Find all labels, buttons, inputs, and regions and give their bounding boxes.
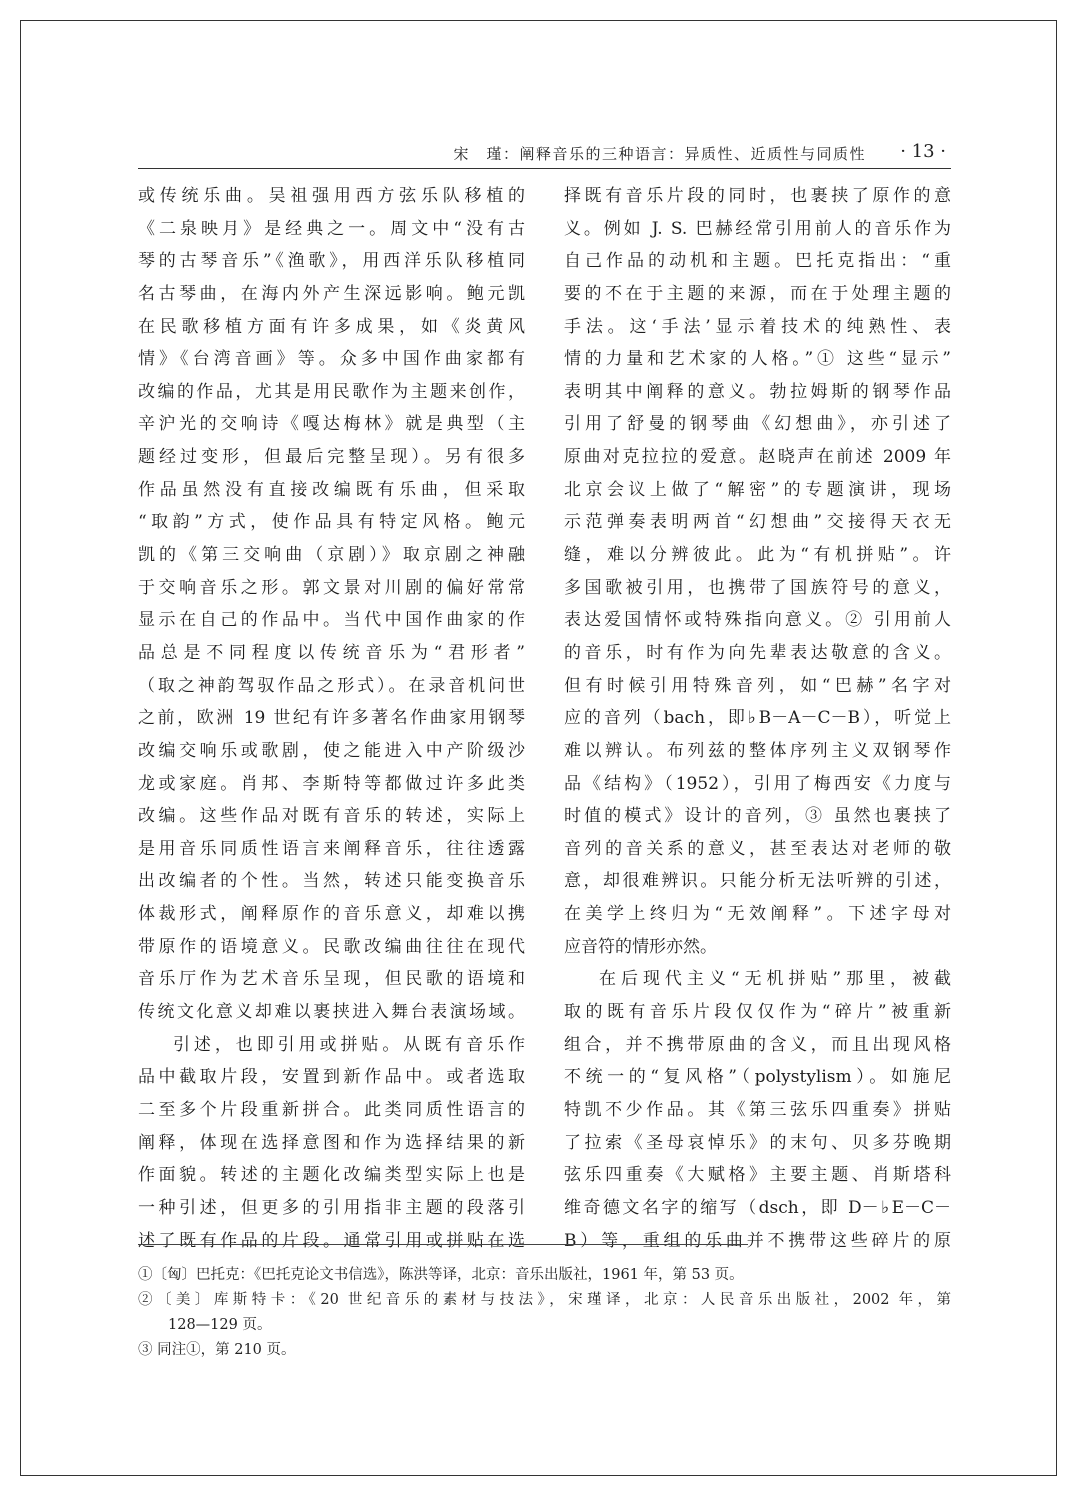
text-line: 弦乐四重奏《大赋格》主要主题、肖斯塔科 [564,1165,951,1186]
text-line: 特凯不少作品。其《第三弦乐四重奏》拼贴 [564,1099,951,1120]
text-line: 时值的模式》设计的音列，③ 虽然也裹挟了 [564,806,951,827]
text-line: 要的不在于主题的来源，而在于处理主题的 [564,283,951,304]
text-line: 情》《台湾音画》等。众多中国作曲家都有 [138,349,525,370]
left-column [138,180,525,1257]
text-line: 情的力量和艺术家的人格。”① 这些“显示” [564,349,951,370]
text-line: 出改编者的个性。当然，转述只能变换音乐 [138,871,525,892]
text-line: 表明其中阐释的意义。勃拉姆斯的钢琴作品 [564,381,951,402]
text-line: 琴的古琴音乐”《渔歌》，用西洋乐队移植同 [138,251,525,272]
text-line: 品《结构》（1952），引用了梅西安《力度与 [564,773,951,794]
text-line: 品中截取片段，安置到新作品中。或者选取 [138,1067,525,1088]
text-line: 意，却很难辨识。只能分析无法听辨的引述， [564,871,951,892]
text-line: 改编。这些作品对既有音乐的转述，实际上 [138,806,525,827]
text-line: 表达爱国情怀或特殊指向意义。② 引用前人 [564,610,951,631]
right-column [564,180,951,1257]
text-line: “取韵”方式，使作品具有特定风格。鲍元 [138,512,525,533]
footnotes [138,1263,951,1363]
text-line: 了拉索《圣母哀悼乐》的末句、贝多芬晚期 [564,1132,951,1153]
header-rule [138,168,951,169]
text-line: 是用音乐同质性语言来阐释音乐，往往透露 [138,838,525,859]
text-line: 带原作的语境意义。民歌改编曲往往在现代 [138,936,525,957]
text-line: 原曲对克拉拉的爱意。赵晓声在前述 2009 年 [564,447,951,468]
text-line: 自己作品的动机和主题。巴托克指出：“重 [564,251,951,272]
footnote-2: ②〔美〕库斯特卡：《20 世纪音乐的素材与技法》，宋瑾译，北京：人民音乐出版社，2002 年，第 [138,1292,951,1308]
text-line: 凯的《第三交响曲（京剧）》取京剧之神融 [138,545,525,566]
text-line: 难以辨认。布列兹的整体序列主义双钢琴作 [564,740,951,761]
text-line: 取的既有音乐片段仅仅作为“碎片”被重新 [564,1002,951,1023]
text-line: 择既有音乐片段的同时，也裹挟了原作的意 [564,186,951,206]
text-line: 在民歌移植方面有许多成果，如《炎黄风 [138,316,525,337]
text-line: 传统文化意义却难以裹挟进入舞台表演场域。 [138,1002,525,1023]
text-line: （取之神韵驾驭作品之形式）。在录音机问世 [138,675,525,696]
text-line: 题经过变形，但最后完整呈现）。另有很多 [138,447,525,468]
text-line: 维奇德文名字的缩写（dsch，即 D－♭E－C－ [564,1197,951,1218]
text-line: 手法。这‘手法’显示着技术的纯熟性、表 [564,316,951,337]
text-line: 但有时候引用特殊音列，如“巴赫”名字对 [564,675,951,696]
text-line: 组合，并不携带原曲的含义，而且出现风格 [564,1034,951,1055]
text-line: 应的音列（bach，即♭B－A－C－B），听觉上 [564,708,951,729]
text-line: 引用了舒曼的钢琴曲《幻想曲》，亦引述了 [564,414,951,435]
running-header-title: 宋 瑾：阐释音乐的三种语言：异质性、近质性与同质性 [453,145,866,163]
text-line: 二至多个片段重新拼合。此类同质性语言的 [138,1099,525,1120]
text-line: 显示在自己的作品中。当代中国作曲家的作 [138,610,525,631]
text-line: 龙或家庭。肖邦、李斯特等都做过许多此类 [138,773,525,794]
text-line: 《二泉映月》是经典之一。周文中“没有古 [138,218,525,239]
text-line: B）等，重组的乐曲并不携带这些碎片的原 [564,1230,951,1251]
footnote-3: ③ 同注①，第 210 页。 [138,1342,296,1358]
paragraph-last-line: 应音符的情形亦然。 [564,936,717,957]
text-line: 改编的作品，尤其是用民歌作为主题来创作， [138,381,525,402]
text-line: 名古琴曲，在海内外产生深远影响。鲍元凯 [138,283,525,304]
footnote-1: ①〔匈〕巴托克：《巴托克论文书信选》，陈洪等译，北京：音乐出版社，1961 年，第 53 页。 [138,1267,744,1283]
text-line: 改编交响乐或歌剧，使之能进入中产阶级沙 [138,740,525,761]
text-line: 不统一的“复风格”（polystylism）。如施尼 [564,1067,951,1088]
text-line: 音乐厅作为艺术音乐呈现，但民歌的语境和 [138,969,525,990]
text-line: 于交响音乐之形。郭文景对川剧的偏好常常 [138,577,525,598]
text-line: 一种引述，但更多的引用指非主题的段落引 [138,1197,525,1218]
text-line: 辛沪光的交响诗《嘎达梅林》就是典型（主 [138,414,525,435]
text-line: 义。例如 J. S. 巴赫经常引用前人的音乐作为 [564,218,951,239]
text-line: 作品虽然没有直接改编既有乐曲，但采取 [138,479,525,500]
text-line: 音列的音关系的意义，甚至表达对老师的敬 [564,838,951,859]
text-line: 述了既有作品的片段。通常引用或拼贴在选 [138,1230,525,1251]
footnote-2-continued: 128—129 页。 [168,1317,272,1333]
text-line: 多国歌被引用，也携带了国族符号的意义， [564,577,951,598]
text-line: 示范弹奏表明两首“幻想曲”交接得天衣无 [564,512,951,533]
text-line: 的音乐，时有作为向先辈表达敬意的含义。 [564,642,951,663]
text-line: 或传统乐曲。吴祖强用西方弦乐队移植的 [138,186,525,206]
running-header [138,143,950,165]
text-line: 北京会议上做了“解密”的专题演讲，现场 [564,479,951,500]
text-line: 品总是不同程度以传统音乐为“君形者” [138,642,525,663]
paragraph-first-line: 引述，也即引用或拼贴。从既有音乐作 [173,1034,525,1055]
text-line: 缝，难以分辨彼此。此为“有机拼贴”。许 [564,545,951,566]
text-line: 之前，欧洲 19 世纪有许多著名作曲家用钢琴 [138,708,525,729]
text-line: 体裁形式，阐释原作的音乐意义，却难以携 [138,904,525,925]
page-number: · 13 · [900,141,946,162]
text-line: 阐释，体现在选择意图和作为选择结果的新 [138,1132,525,1153]
paragraph-first-line: 在后现代主义“无机拼贴”那里，被截 [599,969,951,990]
footnote-rule [138,1244,748,1245]
text-line: 作面貌。转述的主题化改编类型实际上也是 [138,1165,525,1186]
text-line: 在美学上终归为“无效阐释”。下述字母对 [564,904,951,925]
